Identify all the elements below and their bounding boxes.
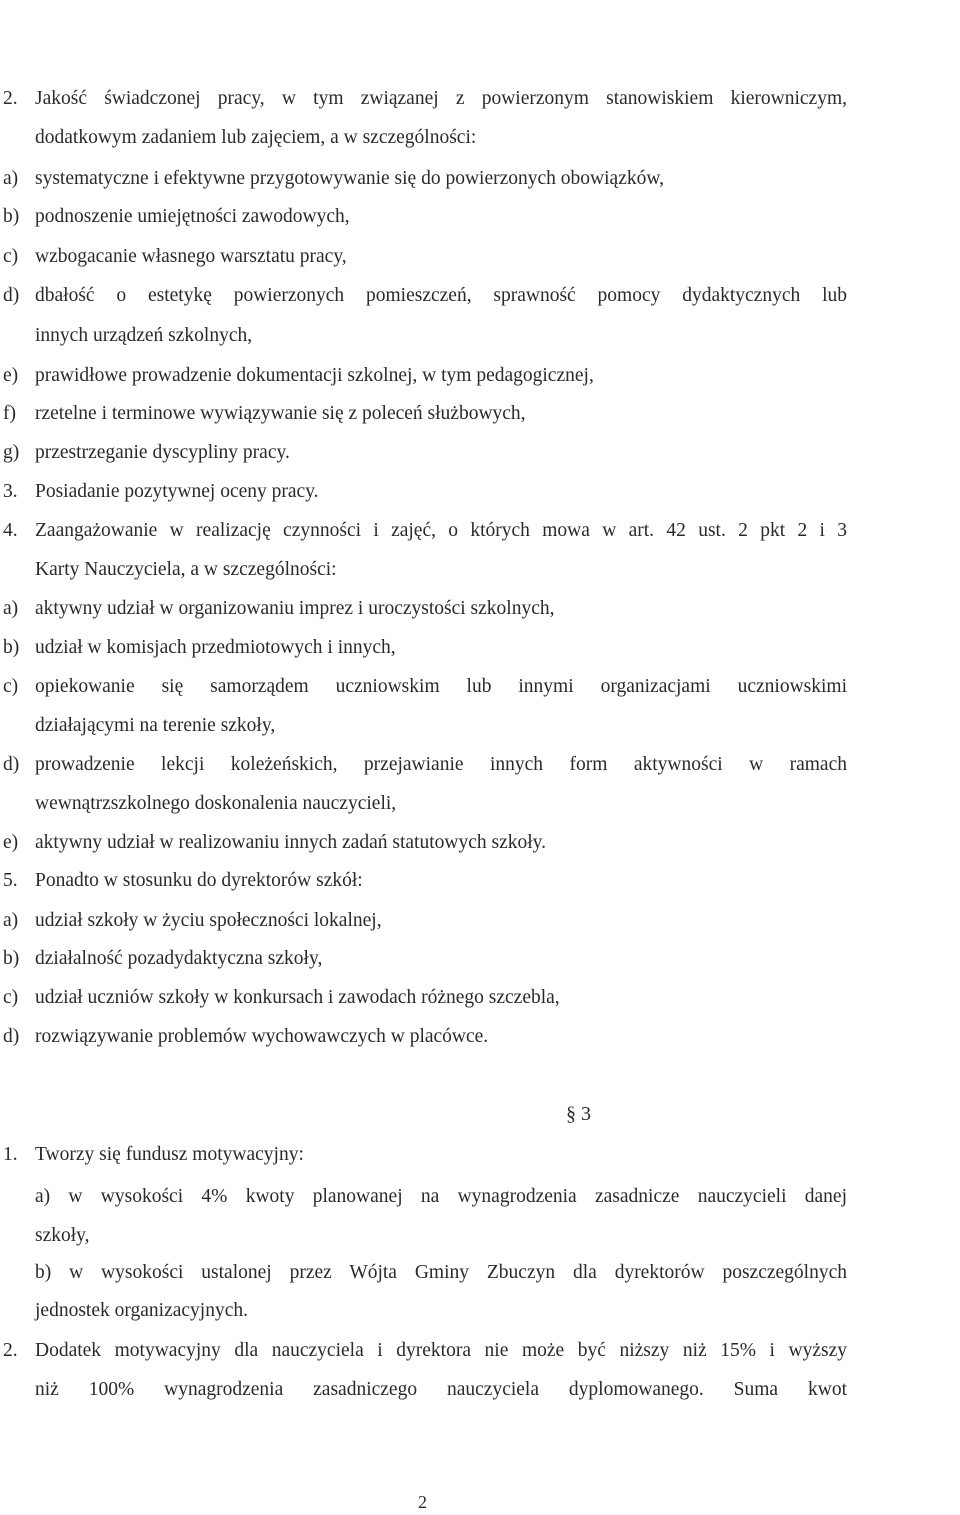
page-number: 2 xyxy=(418,1492,427,1512)
item-text: działalność pozadydaktyczna szkoły, xyxy=(35,948,323,969)
item-marker: 4. xyxy=(3,520,18,541)
item-text: Posiadanie pozytywnej oceny pracy. xyxy=(35,481,319,502)
item-marker: b) xyxy=(3,948,20,969)
item-text: przestrzeganie dyscypliny pracy. xyxy=(35,442,290,463)
item-text: wewnątrzszkolnego doskonalenia nauczycieli, xyxy=(35,793,397,814)
item-text: b) w wysokości ustalonej przez Wójta Gminy Zbuczyn dla dyrektorów poszczególnych xyxy=(35,1262,847,1283)
item-text: Karty Nauczyciela, a w szczególności: xyxy=(35,559,337,580)
item-text: udział w komisjach przedmiotowych i innych, xyxy=(35,637,396,658)
item-marker: c) xyxy=(3,676,19,697)
item-marker: b) xyxy=(3,206,20,227)
item-marker: d) xyxy=(3,1026,20,1047)
item-marker: a) xyxy=(3,910,19,931)
item-text: działającymi na terenie szkoły, xyxy=(35,715,276,736)
item-text: jednostek organizacyjnych. xyxy=(35,1300,248,1321)
item-marker: e) xyxy=(3,365,19,386)
item-text: dbałość o estetykę powierzonych pomieszczeń, sprawność pomocy dydaktycznych lub xyxy=(35,285,847,306)
item-text: Jakość świadczonej pracy, w tym związanej z powierzonym stanowiskiem kierowniczym, xyxy=(35,88,847,109)
item-text: Ponadto w stosunku do dyrektorów szkół: xyxy=(35,870,363,891)
item-marker: 2. xyxy=(3,88,18,109)
item-text: Dodatek motywacyjny dla nauczyciela i dyrektora nie może być niższy niż 15% i wyższy xyxy=(35,1340,847,1361)
item-marker: b) xyxy=(3,637,20,658)
item-marker: 1. xyxy=(3,1144,18,1165)
item-marker: 5. xyxy=(3,870,18,891)
item-text: a) w wysokości 4% kwoty planowanej na wynagrodzenia zasadnicze nauczycieli danej xyxy=(35,1186,847,1207)
item-text: systematyczne i efektywne przygotowywanie się do powierzonych obowiązków, xyxy=(35,168,665,189)
item-text: szkoły, xyxy=(35,1225,90,1246)
item-text: podnoszenie umiejętności zawodowych, xyxy=(35,206,350,227)
section-heading: § 3 xyxy=(566,1103,591,1125)
item-marker: d) xyxy=(3,754,20,775)
item-text: opiekowanie się samorządem uczniowskim lub innymi organizacjami uczniowskimi xyxy=(35,676,847,697)
item-text: udział uczniów szkoły w konkursach i zawodach różnego szczebla, xyxy=(35,987,560,1008)
item-text: udział szkoły w życiu społeczności lokalnej, xyxy=(35,910,382,931)
item-marker: d) xyxy=(3,285,20,306)
item-text: wzbogacanie własnego warsztatu pracy, xyxy=(35,246,347,267)
item-text: prowadzenie lekcji koleżeńskich, przejawianie innych form aktywności w ramach xyxy=(35,754,847,775)
item-marker: 2. xyxy=(3,1340,18,1361)
item-text: innych urządzeń szkolnych, xyxy=(35,325,253,346)
item-text: Tworzy się fundusz motywacyjny: xyxy=(35,1144,304,1165)
item-text: aktywny udział w organizowaniu imprez i uroczystości szkolnych, xyxy=(35,598,555,619)
item-text: niż 100% wynagrodzenia zasadniczego nauczyciela dyplomowanego. Suma kwot xyxy=(35,1379,847,1400)
item-text: aktywny udział w realizowaniu innych zadań statutowych szkoły. xyxy=(35,832,546,853)
item-marker: a) xyxy=(3,168,19,189)
item-marker: 3. xyxy=(3,481,18,502)
item-marker: c) xyxy=(3,987,19,1008)
item-marker: g) xyxy=(3,442,20,463)
item-marker: a) xyxy=(3,598,19,619)
item-text: Zaangażowanie w realizację czynności i zajęć, o których mowa w art. 42 ust. 2 pkt 2 i 3 xyxy=(35,520,847,541)
item-text: prawidłowe prowadzenie dokumentacji szkolnej, w tym pedagogicznej, xyxy=(35,365,594,386)
item-text: rzetelne i terminowe wywiązywanie się z poleceń służbowych, xyxy=(35,403,526,424)
item-marker: c) xyxy=(3,246,19,267)
item-marker: e) xyxy=(3,832,19,853)
item-text: rozwiązywanie problemów wychowawczych w placówce. xyxy=(35,1026,489,1047)
item-text: dodatkowym zadaniem lub zajęciem, a w szczególności: xyxy=(35,127,477,148)
item-marker: f) xyxy=(3,403,16,424)
